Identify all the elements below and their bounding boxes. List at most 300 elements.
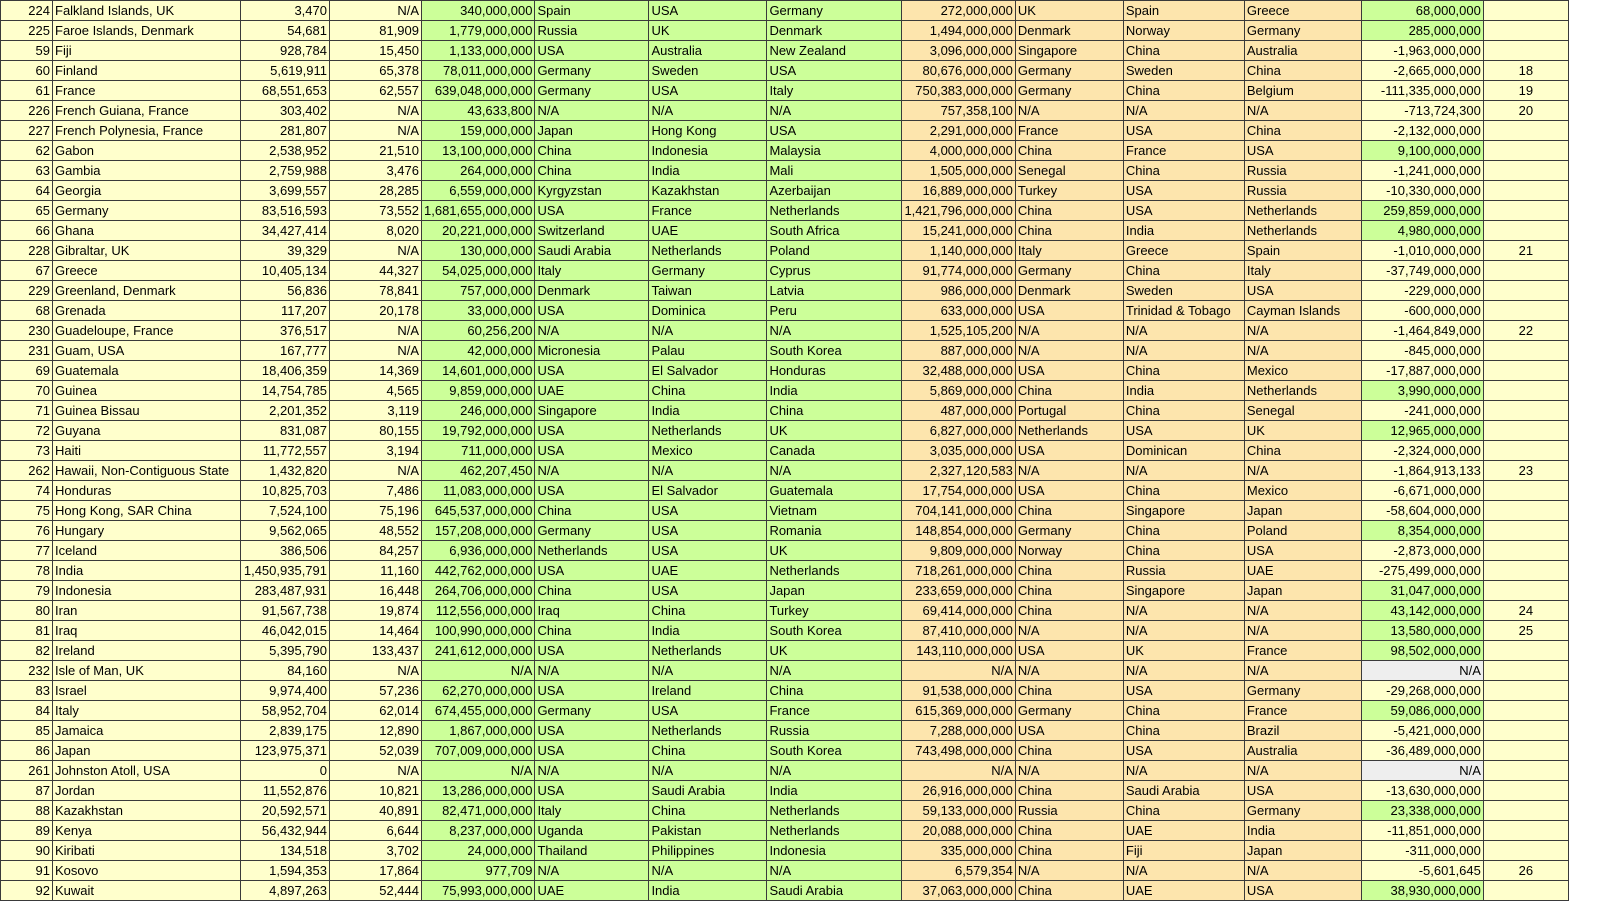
note-number-cell[interactable]	[1483, 881, 1568, 901]
row-index-cell[interactable]: 80	[1, 601, 53, 621]
population-cell[interactable]: 3,470	[241, 1, 330, 21]
import-partner-3-cell[interactable]: Japan	[1244, 841, 1361, 861]
exports-cell[interactable]: 711,000,000	[422, 441, 535, 461]
country-cell[interactable]: Finland	[53, 61, 241, 81]
export-partner-3-cell[interactable]: Netherlands	[767, 201, 902, 221]
row-index-cell[interactable]: 66	[1, 221, 53, 241]
export-partner-2-cell[interactable]: Dominica	[649, 301, 767, 321]
export-partner-1-cell[interactable]: USA	[535, 641, 649, 661]
exports-cell[interactable]: N/A	[422, 661, 535, 681]
imports-cell[interactable]: 32,488,000,000	[902, 361, 1015, 381]
import-partner-2-cell[interactable]: Dominican	[1123, 441, 1244, 461]
import-partner-2-cell[interactable]: USA	[1123, 181, 1244, 201]
import-partner-1-cell[interactable]: China	[1015, 741, 1123, 761]
import-partner-1-cell[interactable]: N/A	[1015, 461, 1123, 481]
country-cell[interactable]: Iceland	[53, 541, 241, 561]
import-partner-3-cell[interactable]: USA	[1244, 541, 1361, 561]
imports-cell[interactable]: 6,579,354	[902, 861, 1015, 881]
gdp-per-capita-cell[interactable]: 14,464	[330, 621, 422, 641]
import-partner-1-cell[interactable]: N/A	[1015, 761, 1123, 781]
note-number-cell[interactable]	[1483, 121, 1568, 141]
country-cell[interactable]: French Polynesia, France	[53, 121, 241, 141]
export-partner-3-cell[interactable]: Japan	[767, 581, 902, 601]
imports-cell[interactable]: 6,827,000,000	[902, 421, 1015, 441]
gdp-per-capita-cell[interactable]: 44,327	[330, 261, 422, 281]
import-partner-3-cell[interactable]: N/A	[1244, 661, 1361, 681]
import-partner-1-cell[interactable]: Italy	[1015, 241, 1123, 261]
row-index-cell[interactable]: 70	[1, 381, 53, 401]
import-partner-2-cell[interactable]: Singapore	[1123, 501, 1244, 521]
imports-cell[interactable]: 15,241,000,000	[902, 221, 1015, 241]
trade-balance-cell[interactable]: -17,887,000,000	[1361, 361, 1483, 381]
export-partner-3-cell[interactable]: China	[767, 401, 902, 421]
population-cell[interactable]: 1,450,935,791	[241, 561, 330, 581]
trade-balance-cell[interactable]: -10,330,000,000	[1361, 181, 1483, 201]
gdp-per-capita-cell[interactable]: 75,196	[330, 501, 422, 521]
import-partner-2-cell[interactable]: Norway	[1123, 21, 1244, 41]
gdp-per-capita-cell[interactable]: 3,702	[330, 841, 422, 861]
country-cell[interactable]: Iran	[53, 601, 241, 621]
export-partner-1-cell[interactable]: Uganda	[535, 821, 649, 841]
export-partner-3-cell[interactable]: UK	[767, 541, 902, 561]
import-partner-3-cell[interactable]: China	[1244, 121, 1361, 141]
gdp-per-capita-cell[interactable]: 48,552	[330, 521, 422, 541]
exports-cell[interactable]: 13,286,000,000	[422, 781, 535, 801]
population-cell[interactable]: 39,329	[241, 241, 330, 261]
trade-balance-cell[interactable]: -845,000,000	[1361, 341, 1483, 361]
gdp-per-capita-cell[interactable]: 3,119	[330, 401, 422, 421]
import-partner-1-cell[interactable]: N/A	[1015, 341, 1123, 361]
export-partner-1-cell[interactable]: Russia	[535, 21, 649, 41]
country-cell[interactable]: Jordan	[53, 781, 241, 801]
row-index-cell[interactable]: 228	[1, 241, 53, 261]
note-number-cell[interactable]: 19	[1483, 81, 1568, 101]
note-number-cell[interactable]	[1483, 1, 1568, 21]
row-index-cell[interactable]: 224	[1, 1, 53, 21]
exports-cell[interactable]: 1,779,000,000	[422, 21, 535, 41]
note-number-cell[interactable]	[1483, 441, 1568, 461]
export-partner-2-cell[interactable]: Netherlands	[649, 641, 767, 661]
country-cell[interactable]: Ireland	[53, 641, 241, 661]
note-number-cell[interactable]: 20	[1483, 101, 1568, 121]
population-cell[interactable]: 5,395,790	[241, 641, 330, 661]
population-cell[interactable]: 0	[241, 761, 330, 781]
note-number-cell[interactable]	[1483, 181, 1568, 201]
import-partner-3-cell[interactable]: Germany	[1244, 21, 1361, 41]
trade-balance-cell[interactable]: -29,268,000,000	[1361, 681, 1483, 701]
export-partner-1-cell[interactable]: USA	[535, 741, 649, 761]
export-partner-3-cell[interactable]: Italy	[767, 81, 902, 101]
trade-balance-cell[interactable]: 13,580,000,000	[1361, 621, 1483, 641]
export-partner-1-cell[interactable]: Italy	[535, 261, 649, 281]
import-partner-2-cell[interactable]: N/A	[1123, 601, 1244, 621]
import-partner-1-cell[interactable]: Singapore	[1015, 41, 1123, 61]
row-index-cell[interactable]: 72	[1, 421, 53, 441]
export-partner-3-cell[interactable]: N/A	[767, 661, 902, 681]
trade-balance-cell[interactable]: 68,000,000	[1361, 1, 1483, 21]
trade-balance-cell[interactable]: 4,980,000,000	[1361, 221, 1483, 241]
population-cell[interactable]: 831,087	[241, 421, 330, 441]
note-number-cell[interactable]	[1483, 481, 1568, 501]
export-partner-2-cell[interactable]: UAE	[649, 221, 767, 241]
exports-cell[interactable]: 54,025,000,000	[422, 261, 535, 281]
trade-balance-cell[interactable]: -2,132,000,000	[1361, 121, 1483, 141]
note-number-cell[interactable]	[1483, 541, 1568, 561]
import-partner-3-cell[interactable]: Germany	[1244, 681, 1361, 701]
import-partner-3-cell[interactable]: Russia	[1244, 161, 1361, 181]
exports-cell[interactable]: 8,237,000,000	[422, 821, 535, 841]
trade-balance-cell[interactable]: N/A	[1361, 661, 1483, 681]
gdp-per-capita-cell[interactable]: 3,476	[330, 161, 422, 181]
export-partner-1-cell[interactable]: Japan	[535, 121, 649, 141]
row-index-cell[interactable]: 74	[1, 481, 53, 501]
population-cell[interactable]: 11,552,876	[241, 781, 330, 801]
import-partner-1-cell[interactable]: China	[1015, 881, 1123, 901]
export-partner-3-cell[interactable]: South Africa	[767, 221, 902, 241]
imports-cell[interactable]: N/A	[902, 661, 1015, 681]
imports-cell[interactable]: 704,141,000,000	[902, 501, 1015, 521]
trade-balance-cell[interactable]: 259,859,000,000	[1361, 201, 1483, 221]
imports-cell[interactable]: 69,414,000,000	[902, 601, 1015, 621]
import-partner-2-cell[interactable]: Sweden	[1123, 281, 1244, 301]
exports-cell[interactable]: 462,207,450	[422, 461, 535, 481]
export-partner-3-cell[interactable]: Indonesia	[767, 841, 902, 861]
import-partner-1-cell[interactable]: N/A	[1015, 621, 1123, 641]
country-cell[interactable]: Jamaica	[53, 721, 241, 741]
exports-cell[interactable]: 264,706,000,000	[422, 581, 535, 601]
export-partner-2-cell[interactable]: Pakistan	[649, 821, 767, 841]
trade-balance-cell[interactable]: 12,965,000,000	[1361, 421, 1483, 441]
gdp-per-capita-cell[interactable]: 28,285	[330, 181, 422, 201]
row-index-cell[interactable]: 90	[1, 841, 53, 861]
population-cell[interactable]: 928,784	[241, 41, 330, 61]
imports-cell[interactable]: 3,035,000,000	[902, 441, 1015, 461]
trade-balance-cell[interactable]: -2,324,000,000	[1361, 441, 1483, 461]
import-partner-2-cell[interactable]: China	[1123, 721, 1244, 741]
trade-balance-cell[interactable]: -1,864,913,133	[1361, 461, 1483, 481]
country-cell[interactable]: Japan	[53, 741, 241, 761]
export-partner-3-cell[interactable]: Malaysia	[767, 141, 902, 161]
country-cell[interactable]: France	[53, 81, 241, 101]
note-number-cell[interactable]	[1483, 701, 1568, 721]
row-index-cell[interactable]: 226	[1, 101, 53, 121]
export-partner-2-cell[interactable]: Indonesia	[649, 141, 767, 161]
exports-cell[interactable]: N/A	[422, 761, 535, 781]
note-number-cell[interactable]: 23	[1483, 461, 1568, 481]
exports-cell[interactable]: 75,993,000,000	[422, 881, 535, 901]
export-partner-1-cell[interactable]: China	[535, 161, 649, 181]
import-partner-3-cell[interactable]: Greece	[1244, 1, 1361, 21]
export-partner-1-cell[interactable]: USA	[535, 561, 649, 581]
export-partner-2-cell[interactable]: Saudi Arabia	[649, 781, 767, 801]
export-partner-2-cell[interactable]: France	[649, 201, 767, 221]
export-partner-2-cell[interactable]: Philippines	[649, 841, 767, 861]
gdp-per-capita-cell[interactable]: 52,444	[330, 881, 422, 901]
trade-balance-cell[interactable]: -2,665,000,000	[1361, 61, 1483, 81]
export-partner-2-cell[interactable]: N/A	[649, 461, 767, 481]
gdp-per-capita-cell[interactable]: 4,565	[330, 381, 422, 401]
imports-cell[interactable]: 3,096,000,000	[902, 41, 1015, 61]
gdp-per-capita-cell[interactable]: N/A	[330, 341, 422, 361]
row-index-cell[interactable]: 78	[1, 561, 53, 581]
country-cell[interactable]: Fiji	[53, 41, 241, 61]
trade-balance-cell[interactable]: -5,601,645	[1361, 861, 1483, 881]
export-partner-3-cell[interactable]: Vietnam	[767, 501, 902, 521]
gdp-per-capita-cell[interactable]: N/A	[330, 761, 422, 781]
population-cell[interactable]: 9,562,065	[241, 521, 330, 541]
imports-cell[interactable]: 1,140,000,000	[902, 241, 1015, 261]
export-partner-1-cell[interactable]: Germany	[535, 81, 649, 101]
import-partner-3-cell[interactable]: China	[1244, 61, 1361, 81]
population-cell[interactable]: 281,807	[241, 121, 330, 141]
import-partner-1-cell[interactable]: Russia	[1015, 801, 1123, 821]
export-partner-2-cell[interactable]: India	[649, 881, 767, 901]
export-partner-2-cell[interactable]: Hong Kong	[649, 121, 767, 141]
trade-balance-cell[interactable]: -1,464,849,000	[1361, 321, 1483, 341]
row-index-cell[interactable]: 92	[1, 881, 53, 901]
trade-balance-cell[interactable]: -111,335,000,000	[1361, 81, 1483, 101]
imports-cell[interactable]: 633,000,000	[902, 301, 1015, 321]
export-partner-1-cell[interactable]: China	[535, 621, 649, 641]
row-index-cell[interactable]: 225	[1, 21, 53, 41]
row-index-cell[interactable]: 82	[1, 641, 53, 661]
row-index-cell[interactable]: 76	[1, 521, 53, 541]
import-partner-1-cell[interactable]: USA	[1015, 361, 1123, 381]
import-partner-2-cell[interactable]: India	[1123, 221, 1244, 241]
exports-cell[interactable]: 1,133,000,000	[422, 41, 535, 61]
row-index-cell[interactable]: 77	[1, 541, 53, 561]
row-index-cell[interactable]: 230	[1, 321, 53, 341]
import-partner-2-cell[interactable]: China	[1123, 361, 1244, 381]
population-cell[interactable]: 5,619,911	[241, 61, 330, 81]
population-cell[interactable]: 1,594,353	[241, 861, 330, 881]
import-partner-1-cell[interactable]: China	[1015, 781, 1123, 801]
trade-balance-cell[interactable]: 3,990,000,000	[1361, 381, 1483, 401]
note-number-cell[interactable]	[1483, 21, 1568, 41]
import-partner-3-cell[interactable]: N/A	[1244, 601, 1361, 621]
imports-cell[interactable]: 233,659,000,000	[902, 581, 1015, 601]
import-partner-1-cell[interactable]: China	[1015, 201, 1123, 221]
population-cell[interactable]: 10,825,703	[241, 481, 330, 501]
gdp-per-capita-cell[interactable]: 14,369	[330, 361, 422, 381]
imports-cell[interactable]: 20,088,000,000	[902, 821, 1015, 841]
export-partner-1-cell[interactable]: Saudi Arabia	[535, 241, 649, 261]
export-partner-2-cell[interactable]: El Salvador	[649, 481, 767, 501]
import-partner-2-cell[interactable]: France	[1123, 141, 1244, 161]
import-partner-2-cell[interactable]: N/A	[1123, 621, 1244, 641]
export-partner-1-cell[interactable]: USA	[535, 301, 649, 321]
country-cell[interactable]: Kuwait	[53, 881, 241, 901]
exports-cell[interactable]: 19,792,000,000	[422, 421, 535, 441]
note-number-cell[interactable]	[1483, 561, 1568, 581]
import-partner-2-cell[interactable]: USA	[1123, 681, 1244, 701]
country-cell[interactable]: Ghana	[53, 221, 241, 241]
import-partner-2-cell[interactable]: Saudi Arabia	[1123, 781, 1244, 801]
import-partner-1-cell[interactable]: Germany	[1015, 81, 1123, 101]
import-partner-3-cell[interactable]: Brazil	[1244, 721, 1361, 741]
country-cell[interactable]: Guinea Bissau	[53, 401, 241, 421]
exports-cell[interactable]: 241,612,000,000	[422, 641, 535, 661]
row-index-cell[interactable]: 89	[1, 821, 53, 841]
export-partner-3-cell[interactable]: N/A	[767, 861, 902, 881]
import-partner-2-cell[interactable]: Fiji	[1123, 841, 1244, 861]
import-partner-2-cell[interactable]: Spain	[1123, 1, 1244, 21]
row-index-cell[interactable]: 262	[1, 461, 53, 481]
imports-cell[interactable]: 9,809,000,000	[902, 541, 1015, 561]
export-partner-3-cell[interactable]: Denmark	[767, 21, 902, 41]
imports-cell[interactable]: 272,000,000	[902, 1, 1015, 21]
exports-cell[interactable]: 112,556,000,000	[422, 601, 535, 621]
import-partner-2-cell[interactable]: China	[1123, 801, 1244, 821]
country-cell[interactable]: French Guiana, France	[53, 101, 241, 121]
import-partner-2-cell[interactable]: Russia	[1123, 561, 1244, 581]
gdp-per-capita-cell[interactable]: 7,486	[330, 481, 422, 501]
gdp-per-capita-cell[interactable]: 16,448	[330, 581, 422, 601]
imports-cell[interactable]: 743,498,000,000	[902, 741, 1015, 761]
import-partner-3-cell[interactable]: China	[1244, 441, 1361, 461]
import-partner-3-cell[interactable]: France	[1244, 641, 1361, 661]
population-cell[interactable]: 34,427,414	[241, 221, 330, 241]
export-partner-2-cell[interactable]: N/A	[649, 101, 767, 121]
export-partner-2-cell[interactable]: India	[649, 621, 767, 641]
note-number-cell[interactable]	[1483, 721, 1568, 741]
import-partner-1-cell[interactable]: China	[1015, 221, 1123, 241]
note-number-cell[interactable]	[1483, 741, 1568, 761]
imports-cell[interactable]: 37,063,000,000	[902, 881, 1015, 901]
gdp-per-capita-cell[interactable]: 10,821	[330, 781, 422, 801]
country-cell[interactable]: Hawaii, Non-Contiguous State	[53, 461, 241, 481]
import-partner-1-cell[interactable]: USA	[1015, 641, 1123, 661]
exports-cell[interactable]: 42,000,000	[422, 341, 535, 361]
note-number-cell[interactable]	[1483, 821, 1568, 841]
note-number-cell[interactable]: 22	[1483, 321, 1568, 341]
import-partner-3-cell[interactable]: Italy	[1244, 261, 1361, 281]
export-partner-1-cell[interactable]: Italy	[535, 801, 649, 821]
import-partner-1-cell[interactable]: USA	[1015, 481, 1123, 501]
export-partner-2-cell[interactable]: Palau	[649, 341, 767, 361]
exports-cell[interactable]: 33,000,000	[422, 301, 535, 321]
import-partner-1-cell[interactable]: UK	[1015, 1, 1123, 21]
export-partner-2-cell[interactable]: USA	[649, 1, 767, 21]
trade-balance-cell[interactable]: -241,000,000	[1361, 401, 1483, 421]
import-partner-2-cell[interactable]: China	[1123, 481, 1244, 501]
export-partner-1-cell[interactable]: Germany	[535, 61, 649, 81]
row-index-cell[interactable]: 67	[1, 261, 53, 281]
country-cell[interactable]: Guadeloupe, France	[53, 321, 241, 341]
export-partner-3-cell[interactable]: Romania	[767, 521, 902, 541]
export-partner-3-cell[interactable]: Netherlands	[767, 561, 902, 581]
import-partner-3-cell[interactable]: Mexico	[1244, 481, 1361, 501]
imports-cell[interactable]: 887,000,000	[902, 341, 1015, 361]
exports-cell[interactable]: 674,455,000,000	[422, 701, 535, 721]
exports-cell[interactable]: 645,537,000,000	[422, 501, 535, 521]
import-partner-2-cell[interactable]: N/A	[1123, 461, 1244, 481]
import-partner-2-cell[interactable]: China	[1123, 541, 1244, 561]
note-number-cell[interactable]	[1483, 761, 1568, 781]
exports-cell[interactable]: 20,221,000,000	[422, 221, 535, 241]
population-cell[interactable]: 58,952,704	[241, 701, 330, 721]
country-cell[interactable]: Italy	[53, 701, 241, 721]
trade-balance-cell[interactable]: -2,873,000,000	[1361, 541, 1483, 561]
export-partner-2-cell[interactable]: Australia	[649, 41, 767, 61]
trade-balance-cell[interactable]: -600,000,000	[1361, 301, 1483, 321]
export-partner-2-cell[interactable]: Taiwan	[649, 281, 767, 301]
population-cell[interactable]: 68,551,653	[241, 81, 330, 101]
export-partner-2-cell[interactable]: Mexico	[649, 441, 767, 461]
population-cell[interactable]: 4,897,263	[241, 881, 330, 901]
gdp-per-capita-cell[interactable]: 19,874	[330, 601, 422, 621]
imports-cell[interactable]: 91,774,000,000	[902, 261, 1015, 281]
export-partner-2-cell[interactable]: N/A	[649, 661, 767, 681]
import-partner-2-cell[interactable]: USA	[1123, 741, 1244, 761]
export-partner-1-cell[interactable]: N/A	[535, 461, 649, 481]
imports-cell[interactable]: N/A	[902, 761, 1015, 781]
import-partner-2-cell[interactable]: Sweden	[1123, 61, 1244, 81]
exports-cell[interactable]: 14,601,000,000	[422, 361, 535, 381]
row-index-cell[interactable]: 63	[1, 161, 53, 181]
country-cell[interactable]: Iraq	[53, 621, 241, 641]
export-partner-1-cell[interactable]: Micronesia	[535, 341, 649, 361]
export-partner-3-cell[interactable]: Latvia	[767, 281, 902, 301]
imports-cell[interactable]: 91,538,000,000	[902, 681, 1015, 701]
population-cell[interactable]: 46,042,015	[241, 621, 330, 641]
import-partner-2-cell[interactable]: India	[1123, 381, 1244, 401]
exports-cell[interactable]: 11,083,000,000	[422, 481, 535, 501]
trade-balance-cell[interactable]: -6,671,000,000	[1361, 481, 1483, 501]
row-index-cell[interactable]: 85	[1, 721, 53, 741]
note-number-cell[interactable]	[1483, 781, 1568, 801]
exports-cell[interactable]: 82,471,000,000	[422, 801, 535, 821]
exports-cell[interactable]: 78,011,000,000	[422, 61, 535, 81]
note-number-cell[interactable]: 24	[1483, 601, 1568, 621]
gdp-per-capita-cell[interactable]: 62,014	[330, 701, 422, 721]
import-partner-3-cell[interactable]: N/A	[1244, 861, 1361, 881]
export-partner-2-cell[interactable]: USA	[649, 581, 767, 601]
gdp-per-capita-cell[interactable]: 6,644	[330, 821, 422, 841]
gdp-per-capita-cell[interactable]: 20,178	[330, 301, 422, 321]
country-cell[interactable]: Kenya	[53, 821, 241, 841]
import-partner-1-cell[interactable]: Denmark	[1015, 21, 1123, 41]
population-cell[interactable]: 56,432,944	[241, 821, 330, 841]
imports-cell[interactable]: 87,410,000,000	[902, 621, 1015, 641]
import-partner-3-cell[interactable]: Japan	[1244, 581, 1361, 601]
import-partner-2-cell[interactable]: China	[1123, 41, 1244, 61]
exports-cell[interactable]: 13,100,000,000	[422, 141, 535, 161]
country-cell[interactable]: Greece	[53, 261, 241, 281]
export-partner-1-cell[interactable]: N/A	[535, 321, 649, 341]
import-partner-2-cell[interactable]: Trinidad & Tobago	[1123, 301, 1244, 321]
note-number-cell[interactable]	[1483, 501, 1568, 521]
export-partner-1-cell[interactable]: Spain	[535, 1, 649, 21]
export-partner-1-cell[interactable]: USA	[535, 721, 649, 741]
import-partner-3-cell[interactable]: N/A	[1244, 461, 1361, 481]
trade-balance-cell[interactable]: -1,963,000,000	[1361, 41, 1483, 61]
export-partner-1-cell[interactable]: Netherlands	[535, 541, 649, 561]
export-partner-2-cell[interactable]: USA	[649, 541, 767, 561]
trade-balance-cell[interactable]: 43,142,000,000	[1361, 601, 1483, 621]
exports-cell[interactable]: 62,270,000,000	[422, 681, 535, 701]
export-partner-3-cell[interactable]: Guatemala	[767, 481, 902, 501]
export-partner-1-cell[interactable]: UAE	[535, 881, 649, 901]
imports-cell[interactable]: 750,383,000,000	[902, 81, 1015, 101]
import-partner-3-cell[interactable]: USA	[1244, 141, 1361, 161]
export-partner-3-cell[interactable]: Canada	[767, 441, 902, 461]
import-partner-3-cell[interactable]: N/A	[1244, 761, 1361, 781]
imports-cell[interactable]: 487,000,000	[902, 401, 1015, 421]
country-cell[interactable]: Hong Kong, SAR China	[53, 501, 241, 521]
import-partner-2-cell[interactable]: China	[1123, 261, 1244, 281]
import-partner-3-cell[interactable]: Senegal	[1244, 401, 1361, 421]
